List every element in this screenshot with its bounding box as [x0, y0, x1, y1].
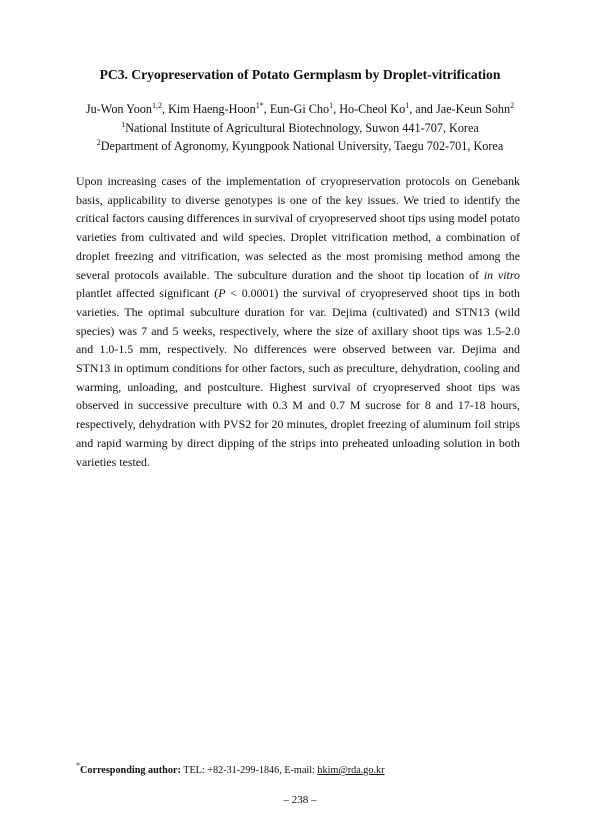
- author-affiliation-mark: 1: [405, 101, 410, 110]
- author-separator: , and: [409, 102, 436, 116]
- corresponding-author-footnote: [76, 761, 520, 778]
- footnote-contact: TEL: +82-31-299-1846, E-mail:: [180, 765, 318, 776]
- abstract-paragraph: [76, 172, 520, 471]
- author-affiliation-mark: 1*: [255, 101, 264, 110]
- affiliation-mark: 2: [96, 138, 101, 147]
- paper-title: PC3. Cryopreservation of Potato Germplasm by Droplet-vitrification: [99, 67, 501, 82]
- author-name: Kim Haeng-Hoon: [168, 102, 256, 116]
- author-list: [40, 100, 560, 118]
- author-separator: ,: [161, 102, 169, 116]
- abstract-text: plantlet affected significant (: [76, 286, 219, 301]
- footnote-email: hkim@rda.go.kr: [317, 765, 385, 776]
- affiliation-2: [40, 137, 560, 155]
- abstract: [76, 172, 520, 471]
- author-separator: ,: [263, 102, 270, 116]
- affiliation-mark: 1: [121, 120, 126, 129]
- author-affiliation-mark: 1: [329, 101, 334, 110]
- author-separator: ,: [333, 102, 340, 116]
- footnote-label: Corresponding author:: [80, 765, 181, 776]
- author-name: Eun-Gi Cho: [269, 102, 330, 116]
- abstract-italic-term: in vitro: [483, 267, 520, 282]
- author-name: Jae-Keun Sohn: [435, 102, 511, 116]
- abstract-text: Upon increasing cases of the implementation of cryopreservation protocols on Genebank basis, applicability to diverse genotypes is one of the key issues. We tried to identify the critical factors causing differences in survival of cryopreserved shoot tips using model potato varieties from cultivated and wild species. Droplet vitrification method, a combination of droplet freezing and vitrification, was selected as the most promising method among the several protocols available. The subculture duration and the shoot tip location of: [76, 174, 520, 282]
- abstract-text: < 0.0001) the survival of cryopreserved shoot tips in both varieties. The optimal subculture duration for var. Dejima (cultivated) and STN13 (wild species) was 7 and 5 weeks, respectively, where the size of axillary shoot tips was 1.5-2.0 and 1.0-1.5 mm, respectively. No differences were observed between var. Dejima and STN13 in optimum conditions for other factors, such as preculture, dehydration, cooling and warming, unloading, and postculture. Highest survival of cryopreserved shoot tips was observed in successive preculture with 0.3 M and 0.7 M sucrose for 8 and 17-18 hours, respectively, dehydration with PVS2 for 20 minutes, droplet freezing of aluminum foil strips and rapid warming by direct dipping of the strips into preheated unloading solution in both varieties tested.: [76, 286, 520, 469]
- abstract-italic-symbol: P: [218, 286, 226, 301]
- page-number: – 238 –: [283, 794, 317, 806]
- affiliation-1: [40, 119, 560, 137]
- affiliation-text: National Institute of Agricultural Biotechnology, Suwon 441-707, Korea: [125, 121, 479, 135]
- author-name: Ju-Won Yoon: [85, 102, 152, 116]
- footnote-mark: *: [76, 761, 80, 770]
- author-affiliation-mark: 2: [510, 101, 515, 110]
- author-affiliation-mark: 1,2: [151, 101, 162, 110]
- author-name: Ho-Cheol Ko: [339, 102, 406, 116]
- affiliation-text: Department of Agronomy, Kyungpook National University, Taegu 702-701, Korea: [100, 139, 504, 153]
